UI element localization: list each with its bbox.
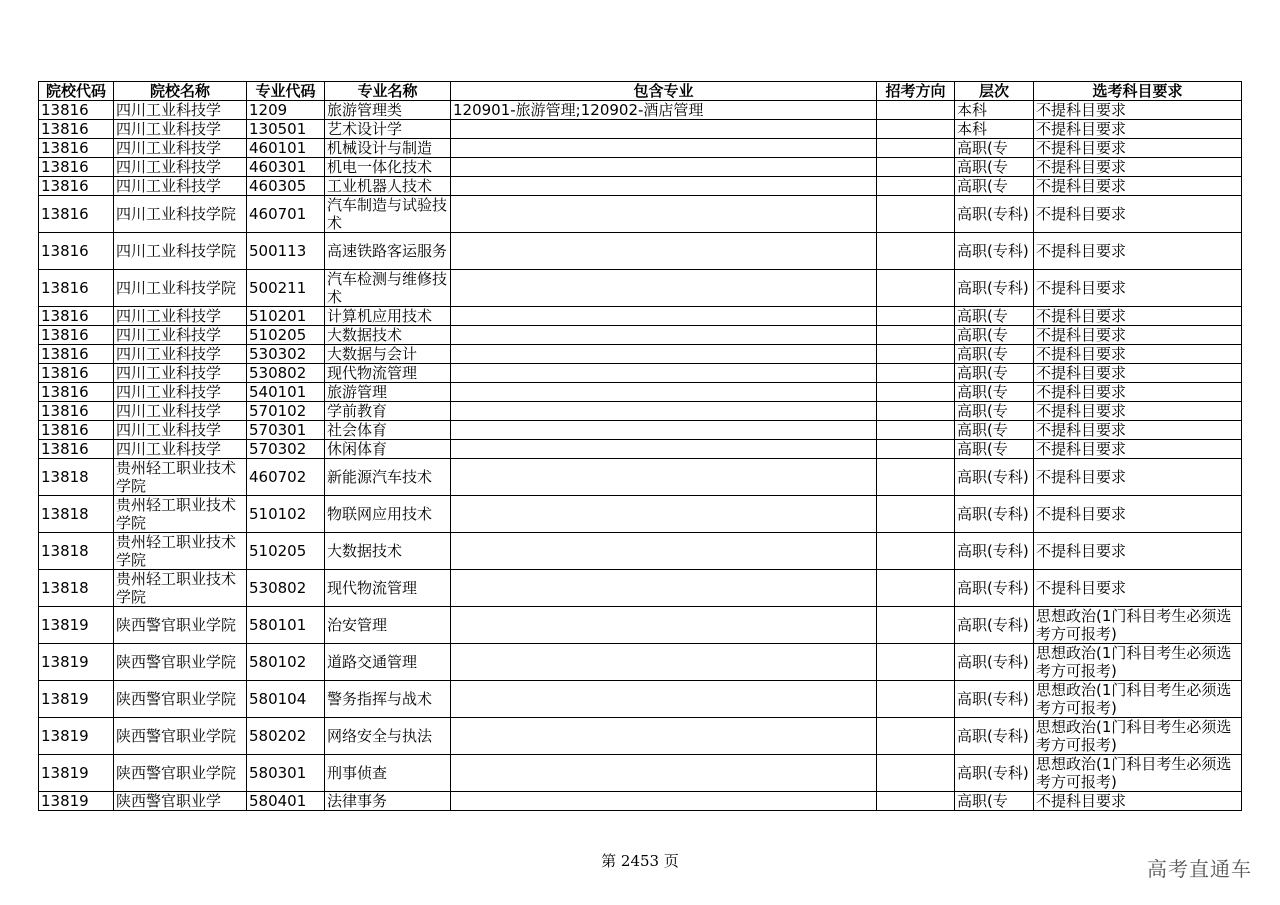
admissions-table xyxy=(38,81,1242,811)
school-code-cell: 13816 xyxy=(39,326,114,345)
table-row xyxy=(39,402,1242,421)
level-cell: 高职(专科) xyxy=(955,533,1034,570)
school-name-cell: 四川工业科技学 xyxy=(114,101,247,120)
direction-cell xyxy=(877,644,955,681)
direction-cell xyxy=(877,681,955,718)
table-row xyxy=(39,718,1242,755)
level-cell: 高职(专 xyxy=(955,402,1034,421)
level-cell: 高职(专 xyxy=(955,345,1034,364)
direction-cell xyxy=(877,383,955,402)
subject-requirement-cell: 思想政治(1门科目考生必须选考方可报考) xyxy=(1034,681,1242,718)
major-name-cell: 机械设计与制造 xyxy=(325,139,451,158)
subject-requirement-cell: 不提科目要求 xyxy=(1034,440,1242,459)
major-code-cell: 1209 xyxy=(247,101,325,120)
direction-cell xyxy=(877,177,955,196)
major-code-cell: 540101 xyxy=(247,383,325,402)
table-row xyxy=(39,345,1242,364)
major-name-cell: 汽车检测与维修技术 xyxy=(325,270,451,307)
level-cell: 本科 xyxy=(955,101,1034,120)
school-name-cell: 陕西警官职业学院 xyxy=(114,644,247,681)
direction-cell xyxy=(877,270,955,307)
included-majors-cell xyxy=(451,459,877,496)
school-name-cell: 陕西警官职业学 xyxy=(114,792,247,811)
included-majors-cell xyxy=(451,755,877,792)
table-row xyxy=(39,364,1242,383)
school-code-cell: 13816 xyxy=(39,270,114,307)
school-code-cell: 13818 xyxy=(39,533,114,570)
major-code-cell: 570301 xyxy=(247,421,325,440)
subject-requirement-cell: 思想政治(1门科目考生必须选考方可报考) xyxy=(1034,607,1242,644)
table-row xyxy=(39,681,1242,718)
included-majors-cell xyxy=(451,270,877,307)
included-majors-cell xyxy=(451,421,877,440)
school-code-cell: 13819 xyxy=(39,718,114,755)
table-row xyxy=(39,421,1242,440)
subject-requirement-cell: 不提科目要求 xyxy=(1034,421,1242,440)
direction-cell xyxy=(877,402,955,421)
major-code-cell: 460305 xyxy=(247,177,325,196)
level-cell: 高职(专科) xyxy=(955,233,1034,270)
major-name-cell: 现代物流管理 xyxy=(325,364,451,383)
included-majors-cell xyxy=(451,496,877,533)
direction-cell xyxy=(877,496,955,533)
direction-cell xyxy=(877,755,955,792)
table-row xyxy=(39,233,1242,270)
level-cell: 高职(专 xyxy=(955,326,1034,345)
major-name-cell: 旅游管理 xyxy=(325,383,451,402)
major-code-cell: 510201 xyxy=(247,307,325,326)
table-row xyxy=(39,459,1242,496)
direction-cell xyxy=(877,307,955,326)
school-code-cell: 13816 xyxy=(39,307,114,326)
school-code-cell: 13816 xyxy=(39,101,114,120)
included-majors-cell xyxy=(451,383,877,402)
subject-requirement-cell: 思想政治(1门科目考生必须选考方可报考) xyxy=(1034,718,1242,755)
school-code-cell: 13816 xyxy=(39,364,114,383)
column-header: 层次 xyxy=(955,82,1034,101)
included-majors-cell xyxy=(451,644,877,681)
level-cell: 高职(专科) xyxy=(955,607,1034,644)
school-name-cell: 陕西警官职业学院 xyxy=(114,681,247,718)
school-code-cell: 13819 xyxy=(39,755,114,792)
level-cell: 高职(专 xyxy=(955,421,1034,440)
direction-cell xyxy=(877,345,955,364)
school-code-cell: 13816 xyxy=(39,383,114,402)
subject-requirement-cell: 不提科目要求 xyxy=(1034,270,1242,307)
subject-requirement-cell: 不提科目要求 xyxy=(1034,307,1242,326)
school-code-cell: 13818 xyxy=(39,496,114,533)
direction-cell xyxy=(877,459,955,496)
school-name-cell: 陕西警官职业学院 xyxy=(114,755,247,792)
subject-requirement-cell: 思想政治(1门科目考生必须选考方可报考) xyxy=(1034,755,1242,792)
school-name-cell: 四川工业科技学院 xyxy=(114,233,247,270)
major-name-cell: 法律事务 xyxy=(325,792,451,811)
column-header: 包含专业 xyxy=(451,82,877,101)
major-code-cell: 580101 xyxy=(247,607,325,644)
major-name-cell: 刑事侦查 xyxy=(325,755,451,792)
included-majors-cell xyxy=(451,345,877,364)
table-row xyxy=(39,307,1242,326)
school-name-cell: 四川工业科技学 xyxy=(114,326,247,345)
table-row xyxy=(39,158,1242,177)
table-row xyxy=(39,496,1242,533)
major-name-cell: 新能源汽车技术 xyxy=(325,459,451,496)
major-name-cell: 网络安全与执法 xyxy=(325,718,451,755)
table-body xyxy=(39,101,1242,811)
table-row xyxy=(39,177,1242,196)
major-name-cell: 大数据技术 xyxy=(325,533,451,570)
subject-requirement-cell: 不提科目要求 xyxy=(1034,364,1242,383)
subject-requirement-cell: 不提科目要求 xyxy=(1034,158,1242,177)
included-majors-cell: 120901-旅游管理;120902-酒店管理 xyxy=(451,101,877,120)
major-name-cell: 现代物流管理 xyxy=(325,570,451,607)
major-name-cell: 工业机器人技术 xyxy=(325,177,451,196)
major-code-cell: 510102 xyxy=(247,496,325,533)
table-row xyxy=(39,533,1242,570)
school-name-cell: 四川工业科技学院 xyxy=(114,196,247,233)
direction-cell xyxy=(877,139,955,158)
table-row xyxy=(39,383,1242,402)
level-cell: 高职(专科) xyxy=(955,570,1034,607)
table-row xyxy=(39,139,1242,158)
school-name-cell: 四川工业科技学 xyxy=(114,421,247,440)
table-row xyxy=(39,326,1242,345)
level-cell: 高职(专科) xyxy=(955,196,1034,233)
school-name-cell: 四川工业科技学 xyxy=(114,440,247,459)
included-majors-cell xyxy=(451,177,877,196)
major-code-cell: 580401 xyxy=(247,792,325,811)
school-name-cell: 四川工业科技学 xyxy=(114,383,247,402)
page-number: 第 2453 页 xyxy=(601,852,679,870)
level-cell: 高职(专科) xyxy=(955,718,1034,755)
subject-requirement-cell: 不提科目要求 xyxy=(1034,570,1242,607)
major-code-cell: 580104 xyxy=(247,681,325,718)
subject-requirement-cell: 不提科目要求 xyxy=(1034,533,1242,570)
included-majors-cell xyxy=(451,120,877,139)
direction-cell xyxy=(877,364,955,383)
major-code-cell: 460702 xyxy=(247,459,325,496)
included-majors-cell xyxy=(451,570,877,607)
major-name-cell: 艺术设计学 xyxy=(325,120,451,139)
school-code-cell: 13819 xyxy=(39,607,114,644)
major-name-cell: 机电一体化技术 xyxy=(325,158,451,177)
school-code-cell: 13816 xyxy=(39,233,114,270)
included-majors-cell xyxy=(451,233,877,270)
major-name-cell: 道路交通管理 xyxy=(325,644,451,681)
major-name-cell: 治安管理 xyxy=(325,607,451,644)
direction-cell xyxy=(877,120,955,139)
subject-requirement-cell: 不提科目要求 xyxy=(1034,196,1242,233)
major-code-cell: 530302 xyxy=(247,345,325,364)
school-code-cell: 13816 xyxy=(39,345,114,364)
included-majors-cell xyxy=(451,792,877,811)
school-name-cell: 四川工业科技学 xyxy=(114,120,247,139)
major-name-cell: 大数据技术 xyxy=(325,326,451,345)
column-header: 专业代码 xyxy=(247,82,325,101)
included-majors-cell xyxy=(451,158,877,177)
major-code-cell: 580202 xyxy=(247,718,325,755)
included-majors-cell xyxy=(451,681,877,718)
direction-cell xyxy=(877,101,955,120)
school-code-cell: 13816 xyxy=(39,421,114,440)
school-name-cell: 贵州轻工职业技术学院 xyxy=(114,570,247,607)
major-code-cell: 500113 xyxy=(247,233,325,270)
included-majors-cell xyxy=(451,440,877,459)
major-code-cell: 530802 xyxy=(247,364,325,383)
major-name-cell: 警务指挥与战术 xyxy=(325,681,451,718)
table-row xyxy=(39,755,1242,792)
level-cell: 高职(专 xyxy=(955,364,1034,383)
school-code-cell: 13819 xyxy=(39,792,114,811)
table-row xyxy=(39,607,1242,644)
direction-cell xyxy=(877,533,955,570)
school-name-cell: 四川工业科技学 xyxy=(114,402,247,421)
subject-requirement-cell: 不提科目要求 xyxy=(1034,233,1242,270)
level-cell: 高职(专 xyxy=(955,307,1034,326)
table-row xyxy=(39,440,1242,459)
major-code-cell: 460301 xyxy=(247,158,325,177)
direction-cell xyxy=(877,326,955,345)
subject-requirement-cell: 思想政治(1门科目考生必须选考方可报考) xyxy=(1034,644,1242,681)
table-row xyxy=(39,196,1242,233)
school-name-cell: 贵州轻工职业技术学院 xyxy=(114,496,247,533)
direction-cell xyxy=(877,607,955,644)
subject-requirement-cell: 不提科目要求 xyxy=(1034,177,1242,196)
subject-requirement-cell: 不提科目要求 xyxy=(1034,402,1242,421)
level-cell: 高职(专 xyxy=(955,177,1034,196)
major-name-cell: 物联网应用技术 xyxy=(325,496,451,533)
school-code-cell: 13816 xyxy=(39,196,114,233)
school-name-cell: 四川工业科技学院 xyxy=(114,270,247,307)
school-code-cell: 13818 xyxy=(39,570,114,607)
table-row xyxy=(39,120,1242,139)
school-code-cell: 13816 xyxy=(39,120,114,139)
school-code-cell: 13819 xyxy=(39,644,114,681)
table-row xyxy=(39,792,1242,811)
level-cell: 高职(专 xyxy=(955,440,1034,459)
included-majors-cell xyxy=(451,533,877,570)
subject-requirement-cell: 不提科目要求 xyxy=(1034,459,1242,496)
column-header: 选考科目要求 xyxy=(1034,82,1242,101)
included-majors-cell xyxy=(451,364,877,383)
school-code-cell: 13816 xyxy=(39,177,114,196)
column-header: 专业名称 xyxy=(325,82,451,101)
school-code-cell: 13816 xyxy=(39,139,114,158)
subject-requirement-cell: 不提科目要求 xyxy=(1034,792,1242,811)
school-name-cell: 四川工业科技学 xyxy=(114,345,247,364)
level-cell: 高职(专科) xyxy=(955,681,1034,718)
column-header: 招考方向 xyxy=(877,82,955,101)
included-majors-cell xyxy=(451,196,877,233)
major-code-cell: 510205 xyxy=(247,533,325,570)
column-header: 院校名称 xyxy=(114,82,247,101)
major-name-cell: 旅游管理类 xyxy=(325,101,451,120)
major-code-cell: 460101 xyxy=(247,139,325,158)
major-code-cell: 570102 xyxy=(247,402,325,421)
included-majors-cell xyxy=(451,307,877,326)
table-row xyxy=(39,570,1242,607)
school-name-cell: 四川工业科技学 xyxy=(114,364,247,383)
level-cell: 高职(专科) xyxy=(955,755,1034,792)
subject-requirement-cell: 不提科目要求 xyxy=(1034,120,1242,139)
school-code-cell: 13818 xyxy=(39,459,114,496)
level-cell: 高职(专 xyxy=(955,792,1034,811)
subject-requirement-cell: 不提科目要求 xyxy=(1034,383,1242,402)
major-code-cell: 460701 xyxy=(247,196,325,233)
school-name-cell: 四川工业科技学 xyxy=(114,177,247,196)
direction-cell xyxy=(877,792,955,811)
major-code-cell: 580301 xyxy=(247,755,325,792)
included-majors-cell xyxy=(451,607,877,644)
major-name-cell: 休闲体育 xyxy=(325,440,451,459)
table-row xyxy=(39,270,1242,307)
direction-cell xyxy=(877,196,955,233)
direction-cell xyxy=(877,570,955,607)
table-row xyxy=(39,644,1242,681)
major-name-cell: 汽车制造与试验技术 xyxy=(325,196,451,233)
major-name-cell: 学前教育 xyxy=(325,402,451,421)
level-cell: 高职(专科) xyxy=(955,644,1034,681)
subject-requirement-cell: 不提科目要求 xyxy=(1034,139,1242,158)
major-name-cell: 高速铁路客运服务 xyxy=(325,233,451,270)
level-cell: 高职(专科) xyxy=(955,270,1034,307)
included-majors-cell xyxy=(451,326,877,345)
included-majors-cell xyxy=(451,139,877,158)
direction-cell xyxy=(877,718,955,755)
subject-requirement-cell: 不提科目要求 xyxy=(1034,101,1242,120)
included-majors-cell xyxy=(451,718,877,755)
major-code-cell: 500211 xyxy=(247,270,325,307)
level-cell: 高职(专 xyxy=(955,383,1034,402)
subject-requirement-cell: 不提科目要求 xyxy=(1034,326,1242,345)
major-code-cell: 580102 xyxy=(247,644,325,681)
level-cell: 高职(专科) xyxy=(955,496,1034,533)
table-row xyxy=(39,101,1242,120)
school-code-cell: 13816 xyxy=(39,402,114,421)
major-name-cell: 社会体育 xyxy=(325,421,451,440)
school-name-cell: 陕西警官职业学院 xyxy=(114,607,247,644)
included-majors-cell xyxy=(451,402,877,421)
subject-requirement-cell: 不提科目要求 xyxy=(1034,345,1242,364)
level-cell: 高职(专 xyxy=(955,139,1034,158)
school-name-cell: 贵州轻工职业技术学院 xyxy=(114,459,247,496)
direction-cell xyxy=(877,233,955,270)
direction-cell xyxy=(877,158,955,177)
major-name-cell: 大数据与会计 xyxy=(325,345,451,364)
major-code-cell: 530802 xyxy=(247,570,325,607)
level-cell: 本科 xyxy=(955,120,1034,139)
level-cell: 高职(专科) xyxy=(955,459,1034,496)
school-name-cell: 四川工业科技学 xyxy=(114,158,247,177)
level-cell: 高职(专 xyxy=(955,158,1034,177)
major-name-cell: 计算机应用技术 xyxy=(325,307,451,326)
school-name-cell: 四川工业科技学 xyxy=(114,307,247,326)
school-code-cell: 13816 xyxy=(39,440,114,459)
school-code-cell: 13816 xyxy=(39,158,114,177)
school-name-cell: 陕西警官职业学院 xyxy=(114,718,247,755)
watermark-logo-text: 高考直通车 xyxy=(1147,857,1252,881)
direction-cell xyxy=(877,421,955,440)
direction-cell xyxy=(877,440,955,459)
table-header xyxy=(39,82,1242,101)
school-code-cell: 13819 xyxy=(39,681,114,718)
school-name-cell: 四川工业科技学 xyxy=(114,139,247,158)
header-row xyxy=(39,82,1242,101)
major-code-cell: 130501 xyxy=(247,120,325,139)
subject-requirement-cell: 不提科目要求 xyxy=(1034,496,1242,533)
school-name-cell: 贵州轻工职业技术学院 xyxy=(114,533,247,570)
major-code-cell: 510205 xyxy=(247,326,325,345)
column-header: 院校代码 xyxy=(39,82,114,101)
major-code-cell: 570302 xyxy=(247,440,325,459)
